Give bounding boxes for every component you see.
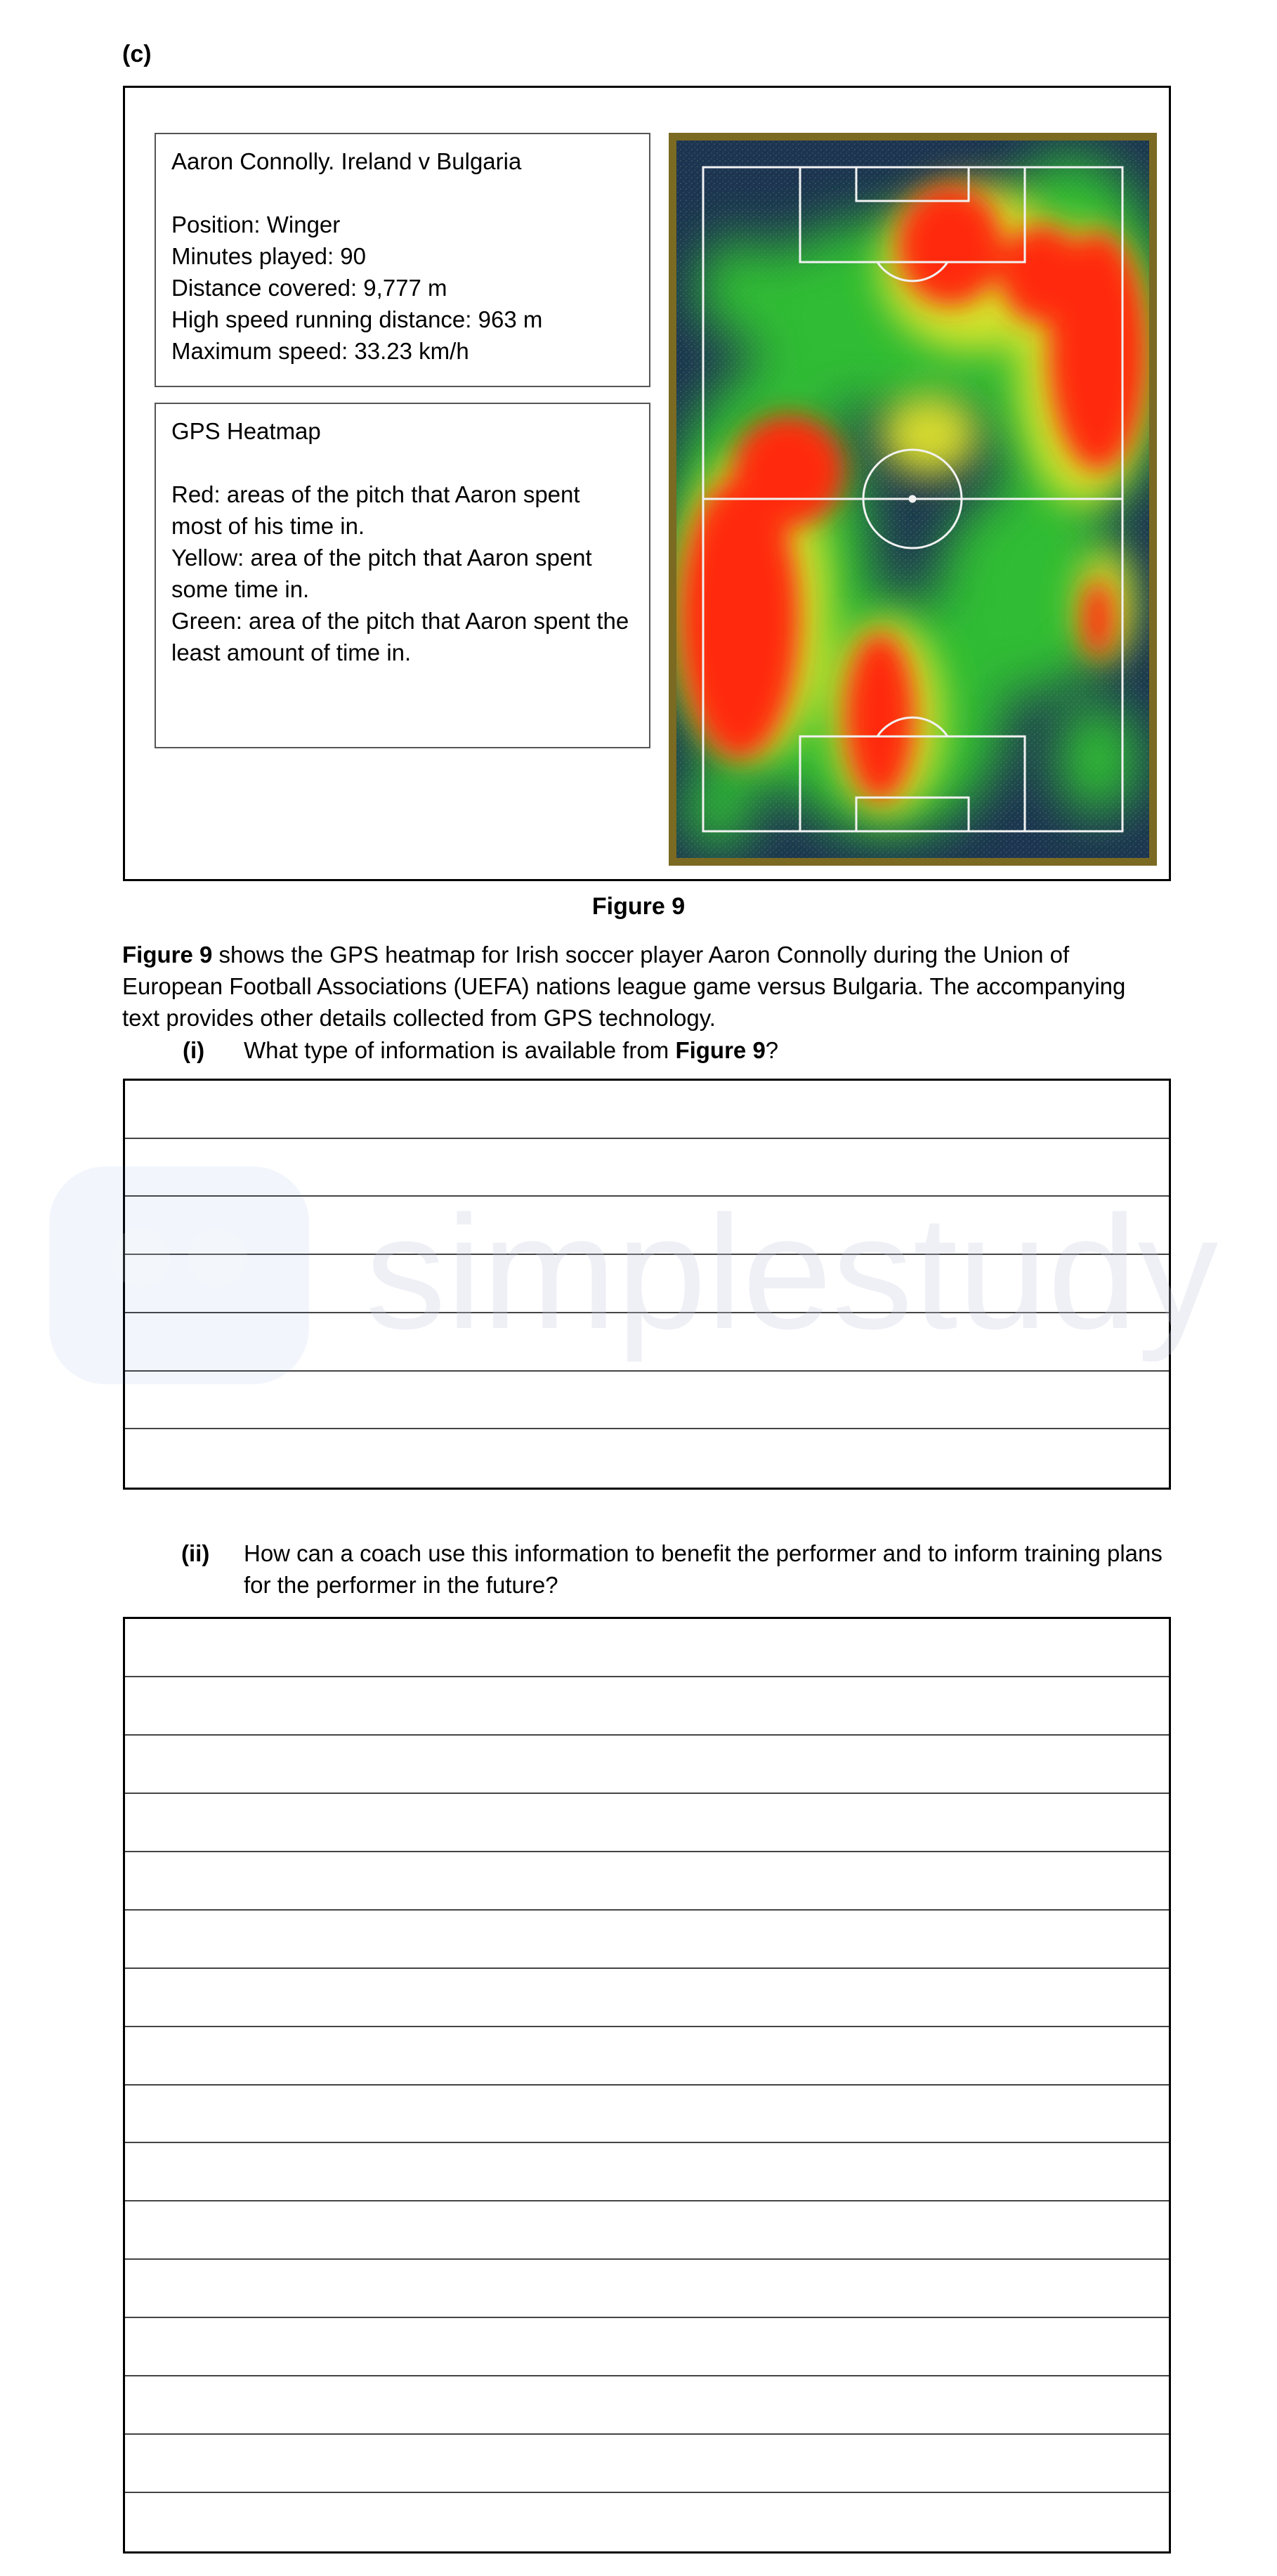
legend-green: Green: area of the pitch that Aaron spent the least amount of time in. [171,608,629,665]
question-ii [0,1537,1277,1608]
answer-line[interactable] [125,1911,1169,1969]
player-position: Position: Winger [171,212,341,238]
answer-line[interactable] [125,1619,1169,1677]
heatmap-legend-title: GPS Heatmap [171,418,321,444]
question-i-text-before: What type of information is available from [244,1037,676,1063]
answer-box-i[interactable] [123,1079,1171,1490]
answer-line[interactable] [125,2318,1169,2376]
answer-line[interactable] [125,1313,1169,1372]
player-minutes: Minutes played: 90 [171,243,367,269]
player-high-speed: High speed running distance: 963 m [171,306,543,332]
answer-line[interactable] [125,2260,1169,2318]
question-i-number: (i) [183,1037,205,1063]
answer-line[interactable] [125,1736,1169,1794]
question-i-text [244,1034,778,1066]
answer-line[interactable] [125,2086,1169,2144]
question-i-figure-ref: Figure 9 [675,1037,766,1063]
answer-line[interactable] [125,1852,1169,1911]
figure-description [122,939,1162,1034]
answer-box-ii[interactable] [123,1617,1171,2554]
question-ii-text: How can a coach use this information to benefit the performer and to inform training plans for the performer in the future? [244,1540,1163,1598]
gps-heatmap-image [669,133,1157,866]
question-ii-number: (ii) [181,1540,210,1566]
heatmap-svg [676,141,1149,858]
answer-line[interactable] [125,1677,1169,1736]
figure-9-frame [123,86,1171,881]
player-max-speed: Maximum speed: 33.23 km/h [171,338,469,364]
watermark-text: simplestudy [365,1182,1219,1362]
answer-line[interactable] [125,1081,1169,1139]
answer-line[interactable] [125,2493,1169,2551]
legend-red: Red: areas of the pitch that Aaron spent most of his time in. [171,481,580,539]
answer-line[interactable] [125,2027,1169,2086]
question-i [0,1034,1277,1069]
answer-line[interactable] [125,1139,1169,1197]
player-distance: Distance covered: 9,777 m [171,275,447,301]
answer-line[interactable] [125,2435,1169,2493]
figure-reference: Figure 9 [122,942,213,968]
answer-line[interactable] [125,1969,1169,2027]
answer-line[interactable] [125,1197,1169,1255]
answer-line[interactable] [125,1429,1169,1488]
question-i-text-after: ? [765,1037,779,1063]
answer-line[interactable] [125,1255,1169,1313]
legend-yellow: Yellow: area of the pitch that Aaron spent some time in. [171,545,592,602]
answer-line[interactable] [125,2143,1169,2201]
heatmap-legend-box [155,403,650,748]
answer-line[interactable] [125,2376,1169,2435]
answer-line[interactable] [125,2201,1169,2260]
player-info-box [155,133,650,387]
answer-line[interactable] [125,1372,1169,1430]
answer-line[interactable] [125,1794,1169,1852]
figure-description-text: shows the GPS heatmap for Irish soccer player Aaron Connolly during the Union of European Football Associations (UEFA) nations league game versus Bulgaria. The accompanying text provides other details collected from GPS technology. [122,942,1126,1031]
player-info-title: Aaron Connolly. Ireland v Bulgaria [171,148,522,174]
part-label: (c) [122,41,152,67]
figure-caption: Figure 9 [591,893,686,920]
